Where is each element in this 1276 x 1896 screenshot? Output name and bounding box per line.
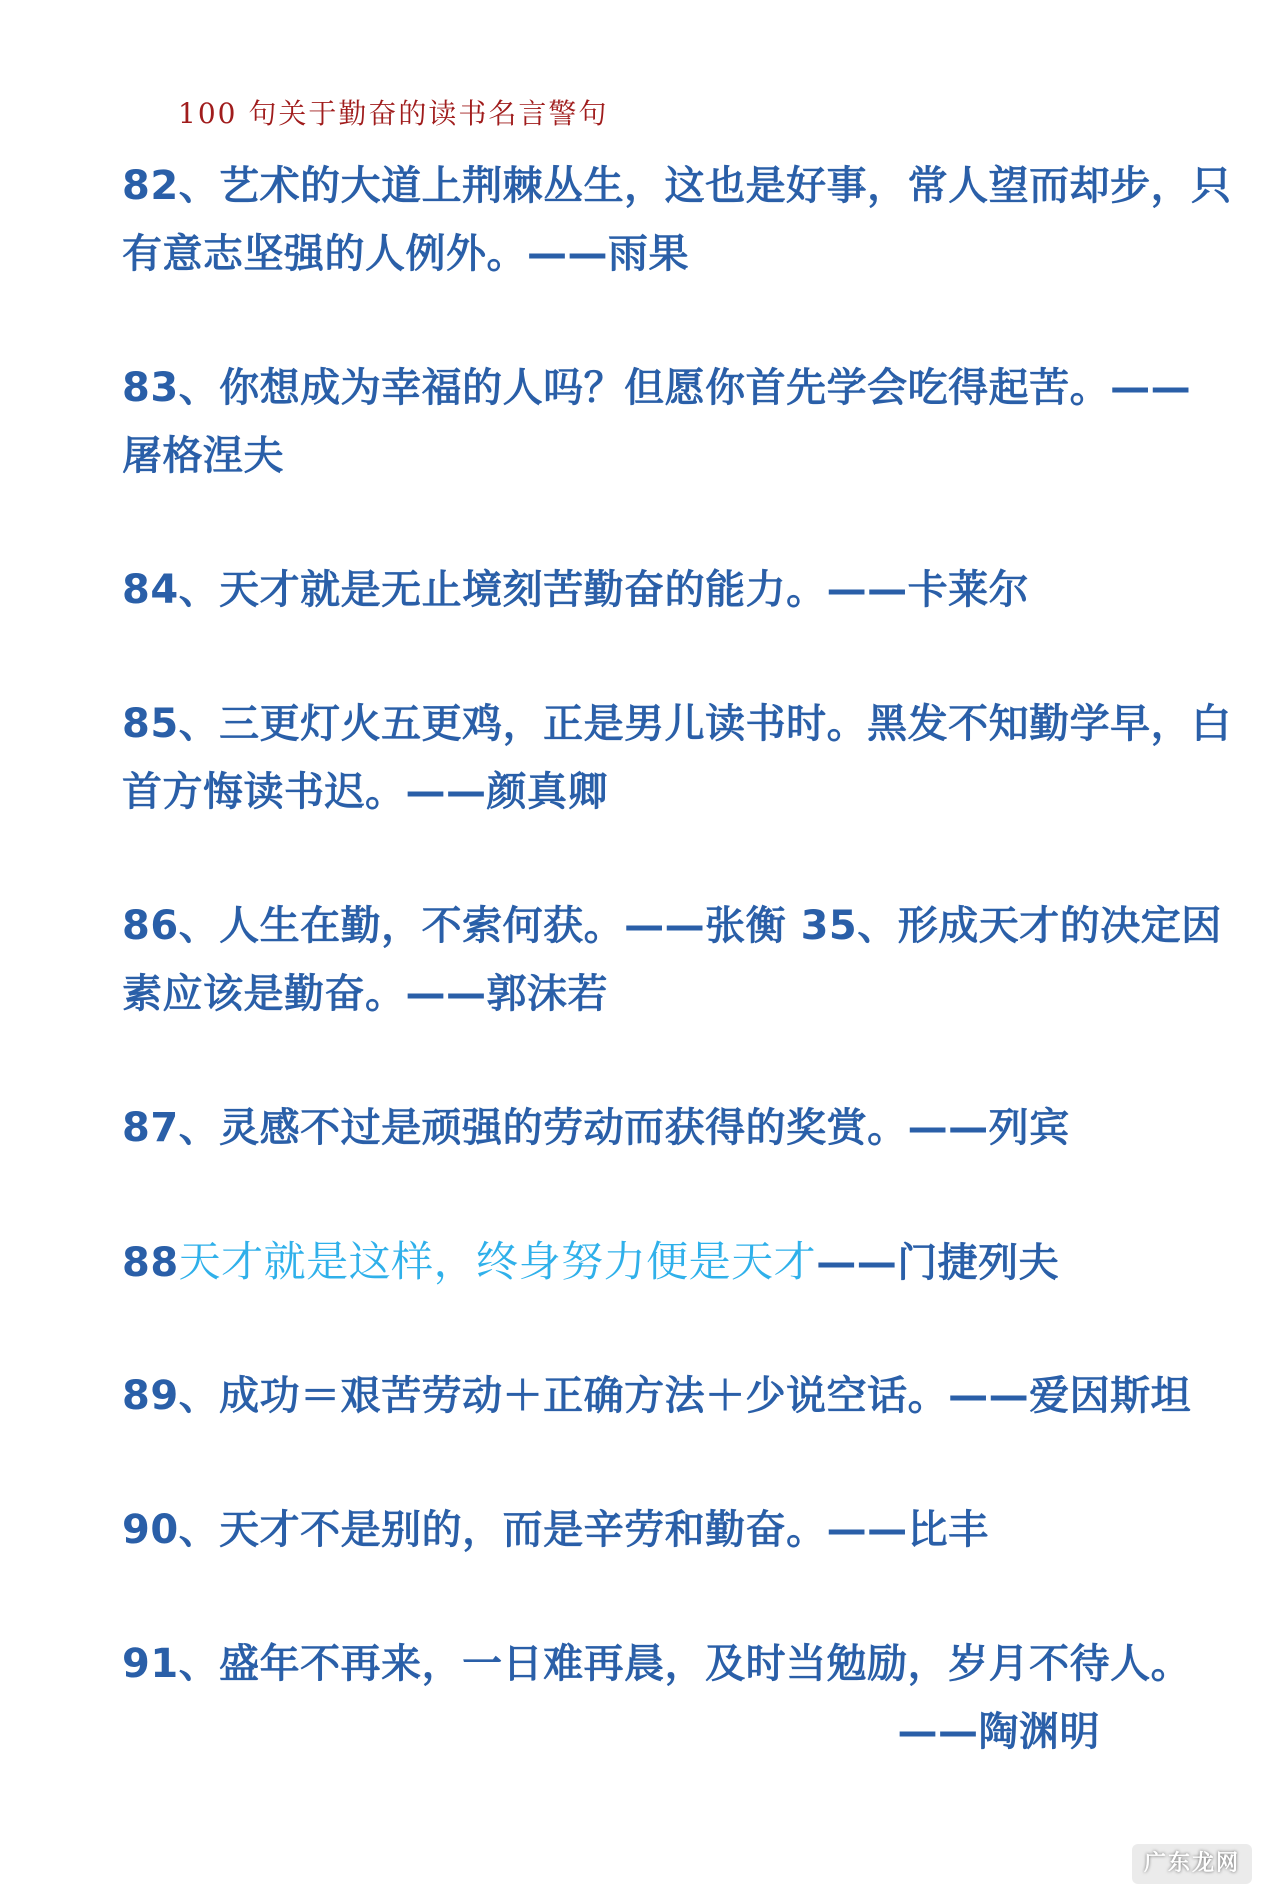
quote-87 bbox=[122, 1094, 1182, 1162]
quote-line: 89、成功＝艰苦劳动＋正确方法＋少说空话。——爱因斯坦 bbox=[122, 1373, 1192, 1419]
quote-line: 素应该是勤奋。——郭沫若 bbox=[122, 971, 608, 1017]
quote-82 bbox=[122, 152, 1232, 288]
quote-line: 86、人生在勤，不索何获。——张衡 35、形成天才的决定因 bbox=[122, 903, 1222, 949]
quote-83 bbox=[122, 354, 1192, 490]
quote-90 bbox=[122, 1496, 1182, 1564]
quote-line: 有意志坚强的人例外。——雨果 bbox=[122, 231, 689, 277]
quote-line: 91、盛年不再来，一日难再晨，及时当勉励，岁月不待人。 bbox=[122, 1641, 1192, 1687]
quote-86 bbox=[122, 892, 1222, 1028]
quote-line bbox=[122, 1228, 1182, 1297]
quote-88 bbox=[122, 1228, 1182, 1297]
quote-author: ——门捷列夫 bbox=[816, 1240, 1060, 1286]
quote-line: 82、艺术的大道上荆棘丛生，这也是好事，常人望而却步，只 bbox=[122, 163, 1232, 209]
quote-line: 83、你想成为幸福的人吗？但愿你首先学会吃得起苦。—— bbox=[122, 365, 1192, 411]
quote-author: ——陶渊明 bbox=[897, 1709, 1100, 1755]
quote-85 bbox=[122, 690, 1232, 826]
quote-number: 88 bbox=[122, 1240, 179, 1286]
quote-line: 87、灵感不过是顽强的劳动而获得的奖赏。——列宾 bbox=[122, 1105, 1070, 1151]
quote-line: 85、三更灯火五更鸡，正是男儿读书时。黑发不知勤学早，白 bbox=[122, 701, 1232, 747]
quote-line: 首方悔读书迟。——颜真卿 bbox=[122, 769, 608, 815]
document-title: 100 句关于勤奋的读书名言警句 bbox=[178, 97, 609, 130]
quote-91 bbox=[122, 1630, 1192, 1766]
quote-line: 屠格涅夫 bbox=[122, 433, 284, 479]
quote-89 bbox=[122, 1362, 1192, 1430]
quote-84 bbox=[122, 556, 1182, 624]
overlay-text: 天才就是这样，终身努力便是天才 bbox=[178, 1237, 817, 1286]
quote-line: 84、天才就是无止境刻苦勤奋的能力。——卡莱尔 bbox=[122, 567, 1030, 613]
watermark-logo: 广东龙网 bbox=[1132, 1844, 1252, 1884]
quote-line: 90、天才不是别的，而是辛劳和勤奋。——比丰 bbox=[122, 1507, 989, 1553]
